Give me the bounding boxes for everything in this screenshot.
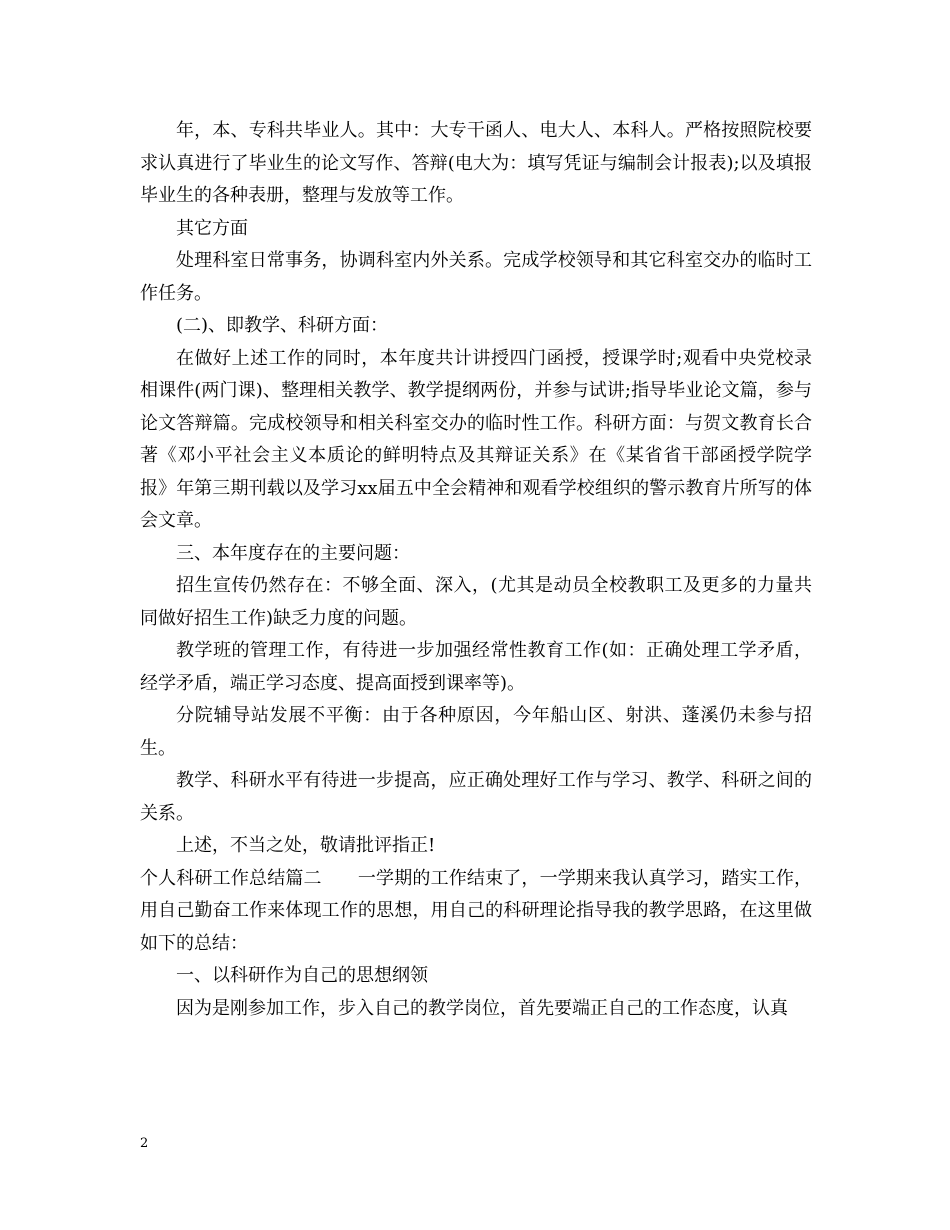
paragraph-daily-affairs: 处理科室日常事务，协调科室内外关系。完成学校领导和其它科室交办的临时工作任务。: [140, 250, 812, 304]
section-lead: 一学期的工作结束了，一学期来我认真学习，踏实工作，用自己勤奋工作来体现工作的思想，用自己的科研理论指导我的教学思路，在这里做如下的总结：: [140, 867, 813, 954]
paragraph-graduates: 年，本、专科共毕业人。其中：大专干函人、电大人、本科人。严格按照院校要求认真进行了毕业生的论文写作、答辩(电大为：填写凭证与编制会计报表);以及填报毕业生的各种表册，整理与发放等工作。: [140, 120, 812, 206]
paragraph-research-level: 教学、科研水平有待进一步提高，应正确处理好工作与学习、教学、科研之间的关系。: [140, 770, 812, 824]
paragraph-closing: 上述，不当之处，敬请批评指正!: [176, 835, 436, 856]
heading-research-guideline: 一、以科研作为自己的思想纲领: [176, 965, 428, 986]
paragraph-teaching-research: 在做好上述工作的同时，本年度共计讲授四门函授，授课学时;观看中央党校录相课件(两门课)、整理相关教学、教学提纲两份，并参与试讲;指导毕业论文篇，参与论文答辩篇。完成校领导和相关科室交办的临时性工作。科研方面：与贺文教育长合著《邓小平社会主义本质论的鲜明特点及其辩证关系》在《某省省干部函授学院学报》年第三期刊载以及学习xx届五中全会精神和观看学校组织的警示教育片所写的体会文章。: [140, 347, 812, 531]
paragraph-branch-development: 分院辅导站发展不平衡：由于各种原因，今年船山区、射洪、蓬溪仍未参与招生。: [140, 705, 812, 759]
section-heading: 个人科研工作总结篇二: [140, 867, 322, 889]
document-body: [140, 115, 812, 1025]
section-two-intro: [140, 863, 812, 961]
heading-main-problems: 三、本年度存在的主要问题：: [176, 542, 410, 564]
heading-other-aspects: 其它方面: [176, 217, 248, 239]
page-number: 2: [140, 1136, 149, 1151]
paragraph-class-management: 教学班的管理工作，有待进一步加强经常性教育工作(如：正确处理工学矛盾，经学矛盾，端正学习态度、提高面授到课率等)。: [140, 640, 812, 694]
heading-teaching-research: (二)、即教学、科研方面：: [176, 315, 389, 336]
paragraph-new-job: 因为是刚参加工作，步入自己的教学岗位，首先要端正自己的工作态度，认真: [176, 997, 788, 1019]
paragraph-enrollment-publicity: 招生宣传仍然存在：不够全面、深入，(尤其是动员全校教职工及更多的力量共同做好招生工作)缺乏力度的问题。: [140, 575, 812, 629]
